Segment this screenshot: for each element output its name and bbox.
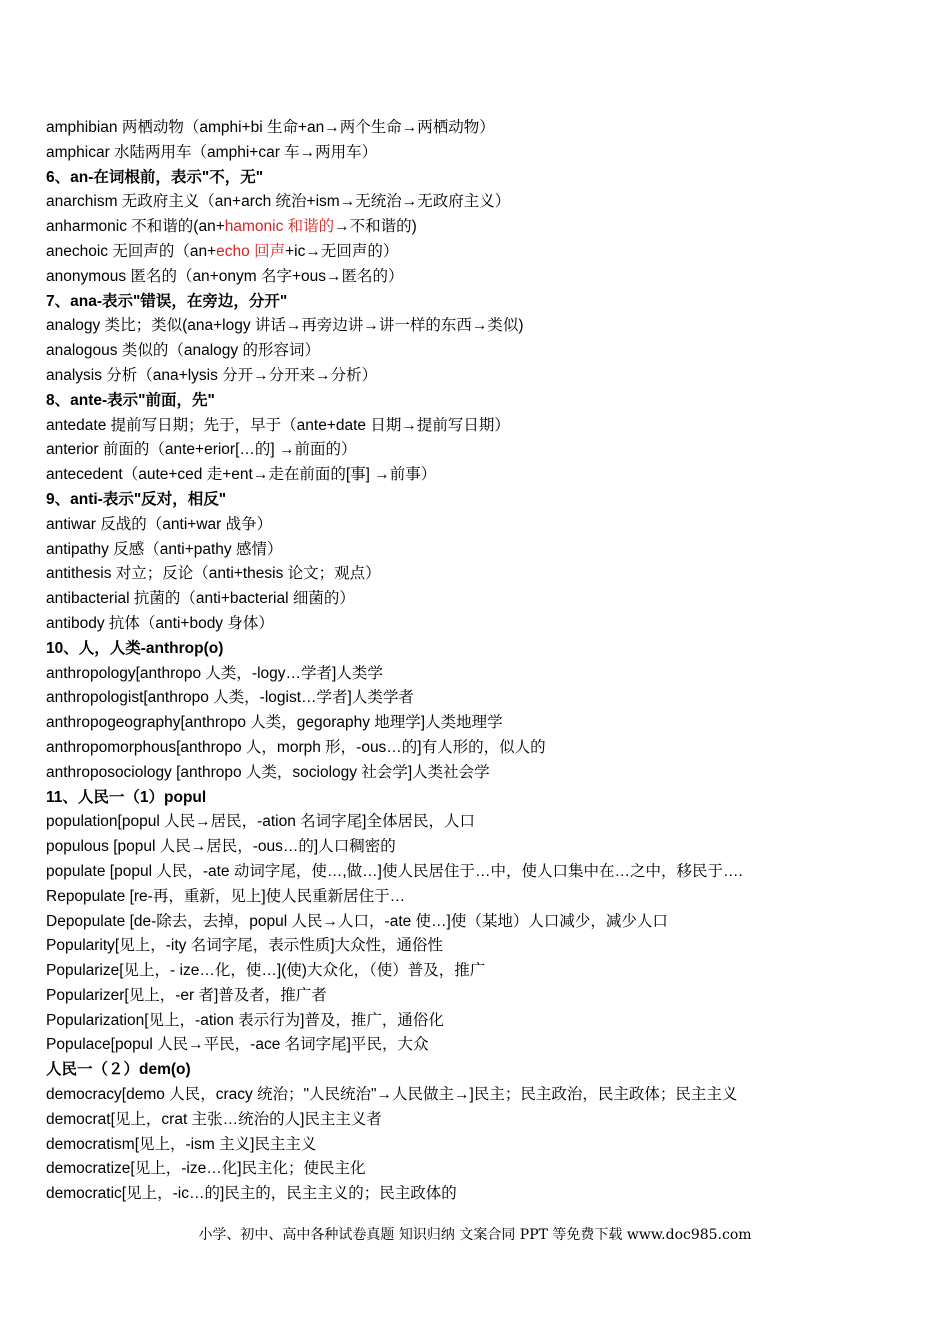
- vocab-entry: democratism[见上，-ism 主义]民主主义: [46, 1135, 317, 1153]
- section-heading: 人民一（２）dem(o): [46, 1061, 191, 1079]
- vocab-entry: antipathy 反感（anti+pathy 感情）: [46, 540, 283, 558]
- highlighted-root: echo 回声: [216, 242, 286, 260]
- vocab-entry: Popularization[见上，-ation 表示行为]普及，推广，通俗化: [46, 1011, 444, 1029]
- vocab-entry: populous [popul 人民→居民，-ous…的]人口稠密的: [46, 838, 396, 856]
- vocab-entry: population[popul 人民→居民，-ation 名词字尾]全体居民，人口: [46, 813, 475, 831]
- entry-text: →不和谐的): [334, 218, 417, 236]
- vocab-entry: [46, 240, 926, 265]
- vocab-entry: analogous 类似的（analogy 的形容词）: [46, 342, 320, 360]
- vocab-entry: Popularity[见上，-ity 名词字尾，表示性质]大众性，通俗性: [46, 937, 444, 955]
- vocab-entry: Populace[popul 人民→平民，-ace 名词字尾]平民，大众: [46, 1036, 429, 1054]
- vocab-entry: Depopulate [de-除去，去掉，popul 人民→人口，-ate 使…]使（某地）人口减少，减少人口: [46, 912, 668, 930]
- section-heading: 8、ante-表示"前面，先": [46, 391, 215, 409]
- vocab-entry: antiwar 反战的（anti+war 战争）: [46, 515, 273, 533]
- vocab-entry: democratic[见上，-ic…的]民主的，民主主义的；民主政体的: [46, 1185, 457, 1203]
- vocab-entry: anthropology[anthropo 人类，-logy…学者]人类学: [46, 664, 383, 682]
- entry-text: +ic→无回声的）: [285, 242, 399, 260]
- section-heading: 11、人民一（1）popul: [46, 788, 207, 806]
- vocab-entry: Popularizer[见上，-er 者]普及者，推广者: [46, 986, 327, 1004]
- vocab-entry: amphicar 水陆两用车（amphi+car 车→两用车）: [46, 143, 378, 161]
- vocab-entry: antithesis 对立；反论（anti+thesis 论文；观点）: [46, 565, 381, 583]
- vocab-entry: anarchism 无政府主义（an+arch 统治+ism→无统治→无政府主义）: [46, 193, 511, 211]
- section-heading: 10、人，人类-anthrop(o): [46, 639, 224, 657]
- section-heading: 6、an-在词根前，表示"不，无": [46, 168, 264, 186]
- vocab-entry: Popularize[见上，- ize…化，使…](使)大众化，（使）普及，推广: [46, 962, 486, 980]
- vocab-entry: [46, 215, 926, 240]
- section-heading: 7、ana-表示"错误，在旁边，分开": [46, 292, 288, 310]
- entry-text: anharmonic 不和谐的(an+: [46, 218, 225, 236]
- vocab-entry: antecedent（aute+ced 走+ent→走在前面的[事] →前事）: [46, 466, 437, 484]
- vocab-entry: analysis 分析（ana+lysis 分开→分开来→分析）: [46, 366, 378, 384]
- vocab-entry: democratize[见上，-ize…化]民主化；使民主化: [46, 1160, 366, 1178]
- vocab-entry: anthropogeography[anthropo 人类，gegoraphy 地理学]人类地理学: [46, 714, 503, 732]
- document-body: [46, 116, 926, 1207]
- vocab-entry: anthropomorphous[anthropo 人，morph 形，-ous…的]有人形的，似人的: [46, 738, 546, 756]
- vocab-entry: amphibian 两栖动物（amphi+bi 生命+an→两个生命→两栖动物）: [46, 119, 495, 136]
- vocab-entry: Repopulate [re-再，重新，见上]使人民重新居住于…: [46, 887, 406, 905]
- vocab-entry: antibacterial 抗菌的（anti+bacterial 细菌的）: [46, 590, 355, 608]
- page-footer: 小学、初中、高中各种试卷真题 知识归纳 文案合同 PPT 等免费下载 www.doc985.com: [198, 1227, 752, 1243]
- vocab-entry: antedate 提前写日期；先于，早于（ante+date 日期→提前写日期）: [46, 416, 510, 434]
- vocab-entry: anthropologist[anthropo 人类，-logist…学者]人类学者: [46, 689, 414, 707]
- vocab-entry: analogy 类比；类似(ana+logy 讲话→再旁边讲→讲一样的东西→类似): [46, 317, 524, 335]
- entry-text: anechoic 无回声的（an+: [46, 242, 217, 260]
- vocab-entry: democrat[见上，crat 主张…统治的人]民主主义者: [46, 1110, 382, 1128]
- vocab-entry: antibody 抗体（anti+body 身体）: [46, 614, 274, 632]
- vocab-entry: anthroposociology [anthropo 人类，sociology 社会学]人类社会学: [46, 763, 490, 781]
- vocab-entry: anterior 前面的（ante+erior[…的] →前面的）: [46, 441, 357, 459]
- vocab-entry: populate [popul 人民，-ate 动词字尾，使…,做…]使人民居住于…中，使人口集中在…之中，移民于….: [46, 862, 743, 880]
- highlighted-root: hamonic 和谐的: [224, 218, 335, 236]
- vocab-entry: anonymous 匿名的（an+onym 名字+ous→匿名的）: [46, 267, 404, 285]
- vocab-entry: democracy[demo 人民，cracy 统治；"人民统治"→人民做主→]民主；民主政治，民主政体；民主主义: [46, 1086, 738, 1104]
- section-heading: 9、anti-表示"反对，相反": [46, 490, 227, 508]
